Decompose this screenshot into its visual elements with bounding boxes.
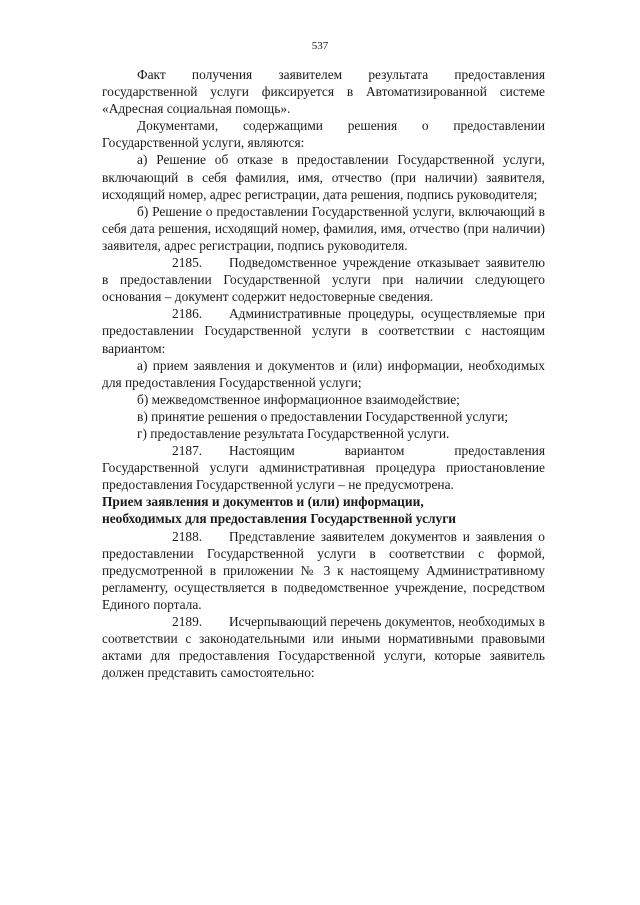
- list-item: б) межведомственное информационное взаимодействие;: [137, 391, 460, 407]
- list-item: а) прием заявления и документов и (или) информации, необходимых для предоставления Государственной услуги;: [102, 357, 545, 390]
- section-2187: [102, 442, 545, 493]
- section-2189: [102, 613, 545, 681]
- section-heading: [102, 493, 545, 527]
- section-number: 2188.: [172, 528, 203, 544]
- list-item: в) принятие решения о предоставлении Государственной услуги;: [137, 408, 509, 424]
- section-heading-line: Прием заявления и документов и (или) информации,: [102, 494, 424, 510]
- section-text: Административные процедуры, осуществляемые при предоставлении Государственной услуги в соответствии с настоящим вариантом:: [102, 306, 545, 356]
- section-text: Подведомственное учреждение отказывает заявителю в предоставлении Государственной услуги при наличии следующего основания – документ содержит недостоверные сведения.: [102, 255, 545, 305]
- page-number: 537: [311, 40, 329, 52]
- section-number: 2186.: [172, 306, 203, 322]
- list-item-refusal-decision: а) Решение об отказе в предоставлении Государственной услуги, включающий в себя фамилия, имя, отчество (при наличии) заявителя, исходящий номер, адрес регистрации, дата решения, подпись руководителя;: [102, 152, 545, 202]
- section-text: Исчерпывающий перечень документов, необходимых в соответствии с законодательными или иными нормативными правовыми актами для предоставления Государственной услуги, которые заявитель должен представить самостоятельно:: [102, 614, 545, 681]
- list-item: г) предоставление результата Государственной услуги.: [137, 425, 450, 441]
- section-number: 2185.: [172, 255, 203, 271]
- section-2185: [102, 254, 545, 305]
- section-text: Настоящим вариантом предоставления Государственной услуги административная процедура приостановление предоставления Государственной услуги – не предусмотрена.: [102, 443, 545, 493]
- document-body: [102, 66, 545, 681]
- section-number: 2187.: [172, 443, 203, 459]
- paragraph-result-fixation: Факт получения заявителем результата предоставления государственной услуги фиксируется в Автоматизированной системе «Адресная социальная помощь».: [102, 67, 545, 117]
- section-2188: [102, 528, 545, 613]
- section-text: Представление заявителем документов и заявления о предоставлении Государственной услуги в соответствии с формой, предусмотренной в приложении № 3 к настоящему Административному регламенту, осуществляется в подведомственное учреждение, посредством Единого портала.: [102, 528, 545, 612]
- list-item-grant-decision: б) Решение о предоставлении Государственной услуги, включающий в себя дата решения, исходящий номер, фамилия, имя, отчество (при наличии) заявителя, адрес регистрации, подпись руководителя.: [102, 203, 545, 253]
- paragraph-decision-documents: Документами, содержащими решения о предоставлении Государственной услуги, являются:: [102, 118, 545, 151]
- section-number: 2189.: [172, 614, 203, 629]
- section-heading-line: необходимых для предоставления Государственной услуги: [102, 511, 457, 527]
- section-2186: [102, 305, 545, 356]
